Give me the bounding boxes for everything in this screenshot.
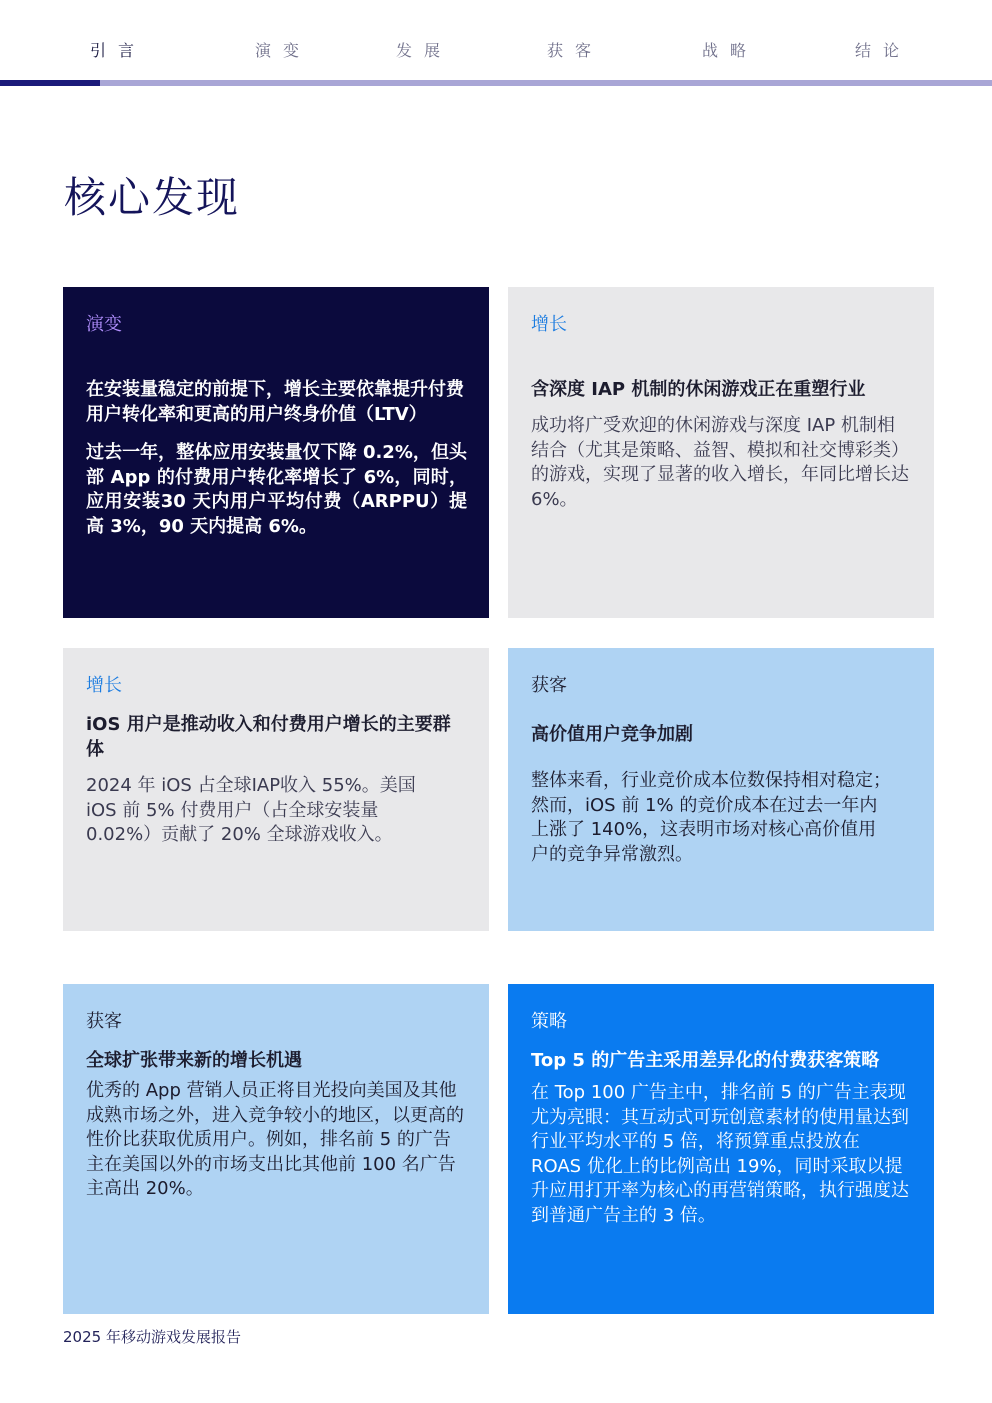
card-body: 成功将广受欢迎的休闲游戏与深度 IAP 机制相结合（尤其是策略、益智、模拟和社交博彩类）的游戏，实现了显著的收入增长，年同比增长达 6%。	[531, 415, 909, 510]
nav-item-development[interactable]: 发展	[396, 41, 453, 60]
nav-item-evolution[interactable]: 演变	[255, 41, 312, 60]
finding-card-acquisition-competition	[508, 648, 934, 931]
card-headline: 含深度 IAP 机制的休闲游戏正在重塑行业	[531, 379, 866, 400]
page-title: 核心发现	[64, 173, 241, 222]
finding-card-strategy	[508, 984, 934, 1314]
finding-card-growth-casual	[508, 287, 934, 618]
report-footer: 2025 年移动游戏发展报告	[63, 1328, 241, 1346]
card-tag: 增长	[531, 314, 567, 335]
card-tag: 演变	[86, 314, 122, 335]
top-navigation	[0, 0, 992, 86]
nav-item-strategy[interactable]: 战略	[702, 41, 759, 60]
card-tag: 获客	[531, 675, 567, 696]
card-tag: 策略	[531, 1011, 567, 1032]
card-body: 过去一年，整体应用安装量仅下降 0.2%，但头部 App 的付费用户转化率增长了 6%，同时，应用安装30 天内用户平均付费（ARPPU）提高 3%，90 天内提高 6%。	[86, 442, 467, 537]
nav-progress-active	[0, 80, 100, 86]
card-tag: 获客	[86, 1011, 122, 1032]
finding-card-acquisition-global	[63, 984, 489, 1314]
nav-item-acquisition[interactable]: 获客	[547, 41, 604, 60]
card-headline: 高价值用户竞争加剧	[531, 724, 693, 745]
nav-item-intro[interactable]: 引言	[90, 41, 147, 60]
card-headline: 在安装量稳定的前提下，增长主要依靠提升付费用户转化率和更高的用户终身价值（LTV）	[86, 379, 464, 425]
card-body: 2024 年 iOS 占全球IAP收入 55%。美国 iOS 前 5% 付费用户（占全球安装量 0.02%）贡献了 20% 全球游戏收入。	[86, 775, 416, 845]
card-headline: Top 5 的广告主采用差异化的付费获客策略	[531, 1050, 880, 1071]
card-tag: 增长	[86, 675, 122, 696]
card-body: 整体来看，行业竞价成本位数保持相对稳定；然而，iOS 前 1% 的竞价成本在过去一年内上涨了 140%，这表明市场对核心高价值用户的竞争异常激烈。	[531, 770, 891, 865]
card-headline: iOS 用户是推动收入和付费用户增长的主要群体	[86, 714, 451, 760]
nav-progress-track	[100, 80, 992, 86]
card-headline: 全球扩张带来新的增长机遇	[86, 1050, 302, 1071]
card-body: 在 Top 100 广告主中，排名前 5 的广告主表现尤为亮眼：其互动式可玩创意素材的使用量达到行业平均水平的 5 倍，将预算重点投放在 ROAS 优化上的比例高出 19%，同时采取以提升应用打开率为核心的再营销策略，执行强度达到普通广告主的 3 倍。	[531, 1082, 909, 1226]
nav-item-conclusion[interactable]: 结论	[855, 41, 912, 60]
card-body: 优秀的 App 营销人员正将目光投向美国及其他成熟市场之外，进入竞争较小的地区，以更高的性价比获取优质用户。例如，排名前 5 的广告主在美国以外的市场支出比其他前 100 名广告主高出 20%。	[86, 1080, 464, 1199]
finding-card-growth-ios	[63, 648, 489, 931]
finding-card-evolution	[63, 287, 489, 618]
